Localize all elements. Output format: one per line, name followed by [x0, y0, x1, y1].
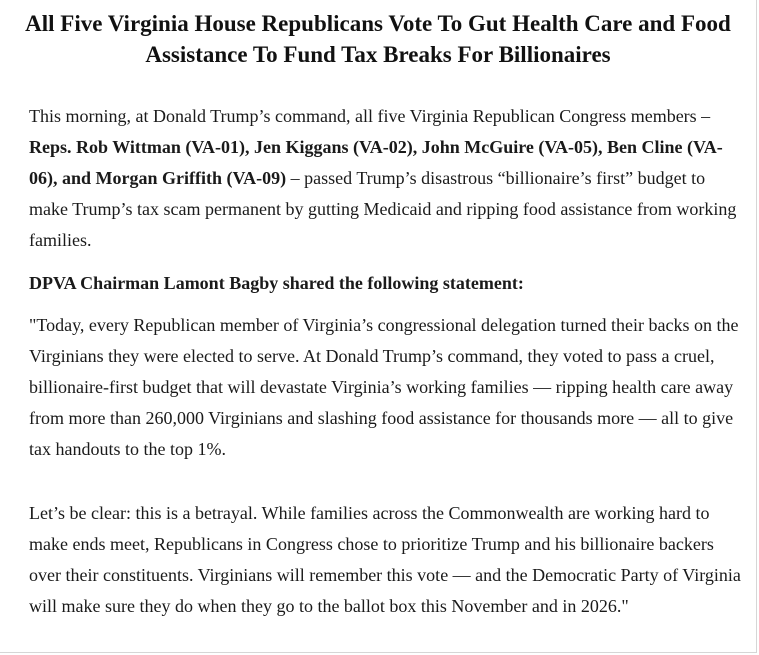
intro-text-before: This morning, at Donald Trump’s command, all five Virginia Republican Congress members –: [29, 106, 711, 126]
intro-paragraph: [29, 101, 742, 256]
headline: All Five Virginia House Republicans Vote To Gut Health Care and Food Assistance To Fund Tax Breaks For Billionaires: [25, 11, 731, 67]
intro-representatives: Reps. Rob Wittman (VA-01), Jen Kiggans (VA-02), John McGuire (VA-05), Ben Cline (VA-06), and Morgan Griffith (VA-09): [29, 137, 723, 188]
intro-text-after: – passed Trump’s disastrous “billionaire’s first” budget to make Trump’s tax scam permanent by gutting Medicaid and ripping food assistance from working families.: [29, 168, 737, 250]
quote-paragraph-2: Let’s be clear: this is a betrayal. While families across the Commonwealth are working hard to make ends meet, Republicans in Congress chose to prioritize Trump and his billionaire backers over their constituents. Virginians will remember this vote — and the Democratic Party of Virginia will make sure they do when they go to the ballot box this November and in 2026.": [29, 503, 741, 616]
quote-paragraph-1: "Today, every Republican member of Virginia’s congressional delegation turned their backs on the Virginians they were elected to serve. At Donald Trump’s command, they voted to pass a cruel, billionaire-first budget that will devastate Virginia’s working families — ripping health care away from more than 260,000 Virginians and slashing food assistance for thousands more — all to give tax handouts to the top 1%.: [29, 315, 739, 459]
statement-label: DPVA Chairman Lamont Bagby shared the following statement:: [29, 273, 524, 293]
